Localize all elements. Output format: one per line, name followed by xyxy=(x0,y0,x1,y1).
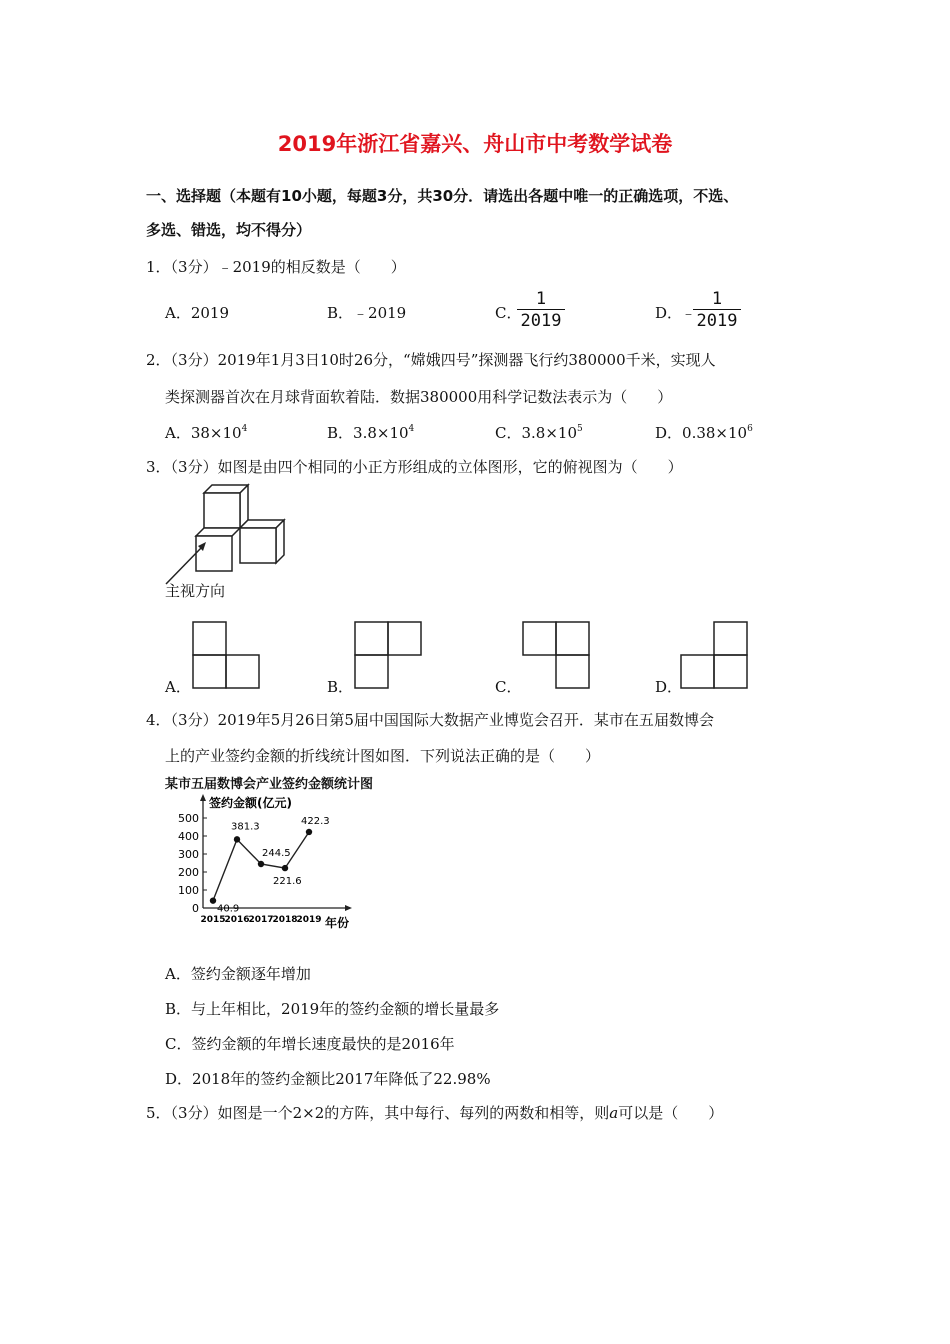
data-point xyxy=(234,836,240,842)
q4-option-a: A．签约金额逐年增加 xyxy=(165,965,311,983)
q1-option-b: B．﹣2019 xyxy=(327,304,407,322)
q2-stem-line1: 2．（3分）2019年1月3日10时26分，“嫦娥四号”探测器飞行约380000千米，实现人 xyxy=(146,351,716,369)
q1-option-d-label: D． xyxy=(655,304,683,322)
q2-option-a xyxy=(165,422,247,443)
data-point xyxy=(210,897,216,903)
q1-option-c-label: C． xyxy=(495,304,522,322)
y-axis-label: 签约金额(亿元) xyxy=(209,796,292,810)
data-label: 40.9 xyxy=(217,903,240,915)
q2-option-d xyxy=(655,422,753,443)
q4-option-b: B．与上年相比，2019年的签约金额的增长量最多 xyxy=(165,1000,500,1018)
x-tick-label: 2019 xyxy=(296,915,322,925)
q2-stem-line2: 类探测器首次在月球背面软着陆．数据380000用科学记数法表示为（ ） xyxy=(165,388,673,406)
section-header-line2: 多选、错选，均不得分） xyxy=(146,221,312,239)
q3-option-b: B． xyxy=(327,678,354,696)
x-axis-arrow xyxy=(345,905,352,911)
q3-option-d-figure xyxy=(680,621,750,691)
q2-option-b xyxy=(327,422,414,443)
q3-option-b-figure xyxy=(354,621,424,691)
y-tick-label: 400 xyxy=(178,830,199,843)
exponent: 6 xyxy=(747,424,753,434)
q3-option-c-figure xyxy=(522,621,592,691)
y-tick-label: 100 xyxy=(178,884,199,897)
option-text: D．0.38×10 xyxy=(655,424,748,442)
data-point xyxy=(258,861,264,867)
chart-title: 某市五届数博会产业签约金额统计图 xyxy=(165,777,374,792)
exponent: 5 xyxy=(577,424,583,434)
q2-option-c xyxy=(495,422,583,443)
q1-option-d-sign: ﹣ xyxy=(681,304,697,322)
q1-option-c-fraction xyxy=(517,289,565,332)
y-tick-label: 300 xyxy=(178,848,199,861)
q4-stem-line1: 4．（3分）2019年5月26日第5届中国国际大数据产业博览会召开．某市在五届数博会 xyxy=(146,711,714,729)
data-point xyxy=(282,865,288,871)
exponent: 4 xyxy=(241,424,248,434)
exponent: 4 xyxy=(408,424,415,434)
data-label: 381.3 xyxy=(231,821,260,833)
line-chart xyxy=(165,790,365,935)
fraction-numerator: 1 xyxy=(517,289,565,310)
q1-option-a: A．2019 xyxy=(165,304,230,322)
q4-stem-line2: 上的产业签约金额的折线统计图如图．下列说法正确的是（ ） xyxy=(165,747,601,765)
data-point xyxy=(306,829,312,835)
x-tick-label: 2015 xyxy=(200,915,226,925)
q5-stem xyxy=(146,1102,723,1123)
view-direction-label: 主视方向 xyxy=(165,582,226,600)
y-tick-label: 200 xyxy=(178,866,199,879)
q4-option-d: D．2018年的签约金额比2017年降低了22.98% xyxy=(165,1070,491,1088)
y-tick-label: 0 xyxy=(192,902,199,915)
q5-stem-tail: 可以是（ ） xyxy=(618,1104,724,1122)
option-text: A．38×10 xyxy=(165,424,242,442)
x-tick-label: 2018 xyxy=(272,915,298,925)
q3-option-a: A． xyxy=(165,678,191,696)
q3-stem: 3．（3分）如图是由四个相同的小正方形组成的立体图形，它的俯视图为（ ） xyxy=(146,458,683,476)
data-label: 244.5 xyxy=(262,847,291,859)
option-text: C．3.8×10 xyxy=(495,424,577,442)
data-label: 221.6 xyxy=(273,876,302,888)
q3-option-c: C． xyxy=(495,678,522,696)
y-axis-arrow xyxy=(200,794,206,801)
q3-option-a-figure xyxy=(192,621,262,691)
data-label: 422.3 xyxy=(301,815,330,827)
q5-stem-text: 5．（3分）如图是一个2×2的方阵，其中每行、每列的两数和相等，则 xyxy=(146,1104,610,1122)
option-text: B．3.8×10 xyxy=(327,424,409,442)
x-tick-label: 2017 xyxy=(248,915,274,925)
x-axis-label: 年份 xyxy=(325,916,350,930)
q3-option-d: D． xyxy=(655,678,683,696)
q1-stem: 1．（3分）﹣2019的相反数是（ ） xyxy=(146,258,406,276)
q5-variable: a xyxy=(609,1104,619,1122)
fraction-denominator: 2019 xyxy=(520,311,562,331)
x-tick-label: 2016 xyxy=(224,915,250,925)
q1-option-d-fraction xyxy=(693,289,741,332)
q4-option-c: C．签约金额的年增长速度最快的是2016年 xyxy=(165,1035,455,1053)
fraction-numerator: 1 xyxy=(693,289,741,310)
y-tick-label: 500 xyxy=(178,812,199,825)
page-title: 2019年浙江省嘉兴、舟山市中考数学试卷 xyxy=(277,132,673,156)
section-header-line1: 一、选择题（本题有10小题，每题3分，共30分．请选出各题中唯一的正确选项，不选、 xyxy=(146,187,739,205)
fraction-denominator: 2019 xyxy=(696,311,738,331)
